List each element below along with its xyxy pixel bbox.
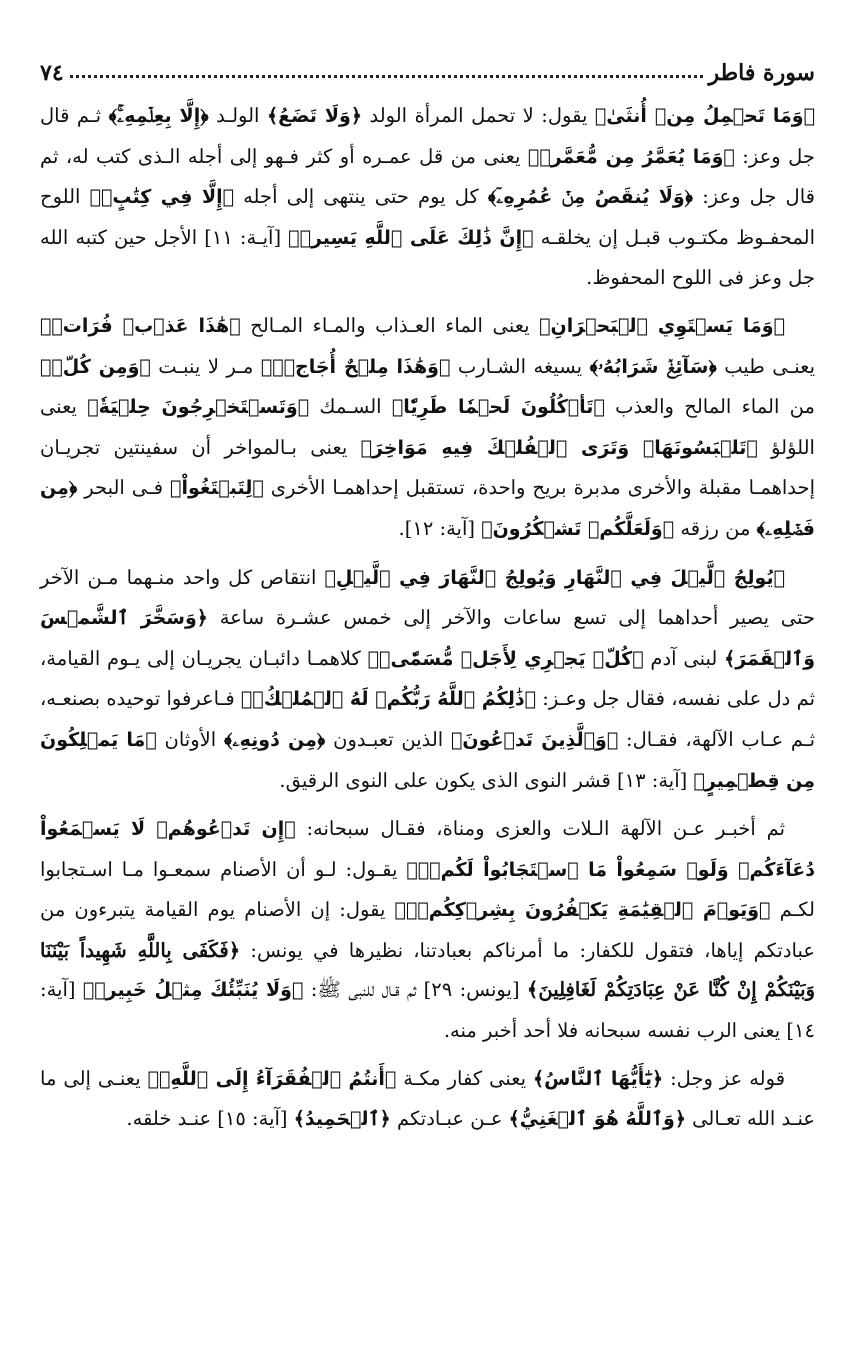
commentary-text: يعنى الماء العـذاب والمـاء المـالح xyxy=(240,313,540,337)
document-page xyxy=(40,48,815,1338)
commentary-text: قوله عز وجل: xyxy=(663,1066,786,1090)
header-dot-leader xyxy=(70,75,703,78)
commentary-text: يقول: إن الأصنام يوم القيامة يتبرءون من عبادتكم إياها، فتقول للكفار: ما أمرناكم بعبادتنا، نظيرها في يونس: xyxy=(40,898,815,962)
commentary-text: [آية: ١٣] قشر النوى الذى يكون على النوى الرقيق. xyxy=(279,768,694,792)
quran-verse: ﴿يَٰٓأَيُّهَا ٱلنَّاسُ﴾ xyxy=(533,1067,664,1090)
commentary-text: ثـم قال جل وعز: xyxy=(40,104,815,168)
paragraph xyxy=(40,1059,815,1140)
commentary-text: ثم أخبـر عـن الآلهة الـلات والعزى ومناة، فقـال سبحانه: xyxy=(295,817,785,841)
commentary-text: مـر لا ينبـت xyxy=(150,354,261,378)
quran-verse: ﴿وَيَوۡمَ ٱلۡقِيَٰمَةِ يَكۡفُرُونَ بِشِرۡكِكُمۡۚ﴾ xyxy=(394,899,771,922)
quran-verse: ﴿وَمَا تَحۡمِلُ مِنۡ أُنثَىٰ﴾ xyxy=(594,105,815,127)
commentary-text: من الماء المالح والعذب xyxy=(604,395,815,419)
paragraph xyxy=(40,306,815,550)
commentary-text: [آية: ١٥] عنـد خلقه. xyxy=(126,1107,294,1131)
quran-verse: ﴿ذَٰلِكُمُ ٱللَّهُ رَبُّكُمۡ لَهُ ٱلۡمُلۡكُۚ﴾ xyxy=(240,688,537,711)
paragraph xyxy=(40,96,815,298)
quran-verse: ﴿وَمِن كُلّٖ﴾ xyxy=(40,355,151,378)
commentary-text: الذين تعبـدون xyxy=(325,727,452,751)
quran-verse: ﴿إِلَّا بِعِلۡمِهِۦۚ﴾ xyxy=(108,105,209,127)
commentary-text: من رزقه xyxy=(674,516,757,540)
quran-verse: ﴿تَأۡكُلُونَ لَحۡمٗا طَرِيّٗا﴾ xyxy=(391,396,605,419)
quran-verse: ﴿وَهَٰذَا مِلۡحٌ أُجَاجٞۖ﴾ xyxy=(260,355,451,378)
quran-verse: ﴿لِتَبۡتَغُواْ﴾ xyxy=(170,477,264,500)
commentary-text: الولـد xyxy=(208,104,267,127)
commentary-text: [يونس: ٢٩] ثم قـال للنبى ﷺ: xyxy=(303,978,527,1002)
surah-title: سورة فاطر xyxy=(708,60,815,86)
commentary-text: يعنى كفار مكـة xyxy=(396,1066,534,1090)
quran-verse: ﴿أَنتُمُ ٱلۡفُقَرَآءُ إِلَى ٱللَّهِۖ﴾ xyxy=(147,1067,397,1090)
commentary-text: الأوثان xyxy=(156,727,224,751)
commentary-text: يعنـى طيب xyxy=(716,354,815,378)
quran-verse: ﴿وَمَا يُعَمَّرُ مِن مُّعَمَّرٖ﴾ xyxy=(527,145,735,168)
commentary-text: عـن عبـادتكم xyxy=(390,1107,509,1131)
quran-verse: ﴿وَٱللَّهُ هُوَ ٱلۡغَنِيُّ﴾ xyxy=(508,1108,686,1131)
page-header xyxy=(40,48,815,86)
quran-verse: ﴿ٱلۡحَمِيدُ﴾ xyxy=(293,1108,391,1131)
commentary-text: فـى البحر xyxy=(77,476,171,500)
quran-verse: ﴿وَلَا يُنَبِّئُكَ مِثۡلُ خَبِيرٖ﴾ xyxy=(82,979,304,1002)
quran-verse: ﴿تَلۡبَسُونَهَاۖ وَتَرَى ٱلۡفُلۡكَ فِيهِ مَوَاخِرَ﴾ xyxy=(360,436,758,459)
commentary-text: فـاعرفوا توحيده بصنعـه، ثـم عـاب الآلهة، فقـال: xyxy=(40,687,816,751)
quran-verse: ﴿كُلّٞ يَجۡرِي لِأَجَلٖ مُّسَمّٗىۚ﴾ xyxy=(367,647,644,670)
page-number: ٧٤ xyxy=(40,60,64,86)
paragraph xyxy=(40,558,815,802)
quran-verse: ﴿وَمَا يَسۡتَوِي ٱلۡبَحۡرَانِ﴾ xyxy=(539,314,785,337)
commentary-text: يعنى من قل عمـره أو كثر فـهو إلى أجله الـذى كتب له، ثم قال جل وعز: xyxy=(40,144,815,209)
quran-verse: ﴿يُولِجُ ٱلَّيۡلَ فِي ٱلنَّهَارِ وَيُولِجُ ٱلنَّهَارَ فِي ٱلَّيۡلِ﴾ xyxy=(324,566,785,589)
commentary-text: يعنى اللؤلؤ xyxy=(40,395,815,459)
quran-verse: ﴿وَلَا يُنقَصُ مِنۡ عُمُرِهِۦٓ﴾ xyxy=(487,186,694,209)
commentary-text: لبنى آدم xyxy=(643,646,725,670)
quran-verse: ﴿وَٱلَّذِينَ تَدۡعُونَ﴾ xyxy=(451,728,619,751)
commentary-text: يقـول: لـو أن الأصنام سمعـوا مـا اسـتجابوا لكـم xyxy=(40,857,815,922)
quran-verse: ﴿إِن تَدۡعُوهُمۡ لَا يَسۡمَعُواْ دُعَآءَكُمۡ وَلَوۡ سَمِعُواْ مَا ٱسۡتَجَابُواْ لَكُمۡۖ﴾ xyxy=(40,818,816,881)
quran-verse: ﴿مَا يَمۡلِكُونَ مِن قِطۡمِيرٍ﴾ xyxy=(40,728,815,792)
commentary-text: السـمك xyxy=(309,395,392,419)
commentary-text: [آية: ١٤] يعنى الرب نفسه سبحانه فلا أحد أخبر منه. xyxy=(40,978,815,1043)
quran-verse: ﴿وَلَعَلَّكُمۡ تَشۡكُرُونَ﴾ xyxy=(481,517,675,540)
quran-verse: ﴿سَآئِغٞ شَرَابُهُۥ﴾ xyxy=(589,355,717,378)
commentary-text: كلاهمـا دائبـان يجريـان إلى يـوم القيامة، ثم دل على نفسه، فقال جل وعـز: xyxy=(40,646,816,711)
commentary-text: يعنـى إلى ما عنـد الله تعـالى xyxy=(40,1066,815,1131)
cited-verse: ﴿فَكَفَى بِاللَّهِ شَهِيداً بَيْنَنَا وَبَيْنَكُمْ إِنْ كُنَّا عَنْ عِبَادَتِكُمْ لَغَافِلِينَ﴾ xyxy=(40,938,815,1002)
commentary-text: يسيغه الشـارب xyxy=(450,354,590,378)
commentary-text: [آيـة: ١١] الأجل حين كتبه الله جل وعز فى اللوح المحفوظ. xyxy=(40,225,815,290)
commentary-text: [آية: ١٢]. xyxy=(398,516,482,540)
quran-verse: ﴿هَٰذَا عَذۡبٞ فُرَاتٞ﴾ xyxy=(40,314,241,337)
quran-verse: ﴿إِنَّ ذَٰلِكَ عَلَى ٱللَّهِ يَسِيرٞ﴾ xyxy=(288,226,534,249)
commentary-text: اللوح المحفـوظ مكتـوب قبـل إن يخلقـه xyxy=(40,185,815,249)
quran-verse: ﴿وَتَسۡتَخۡرِجُونَ حِلۡيَةٗ﴾ xyxy=(87,396,310,419)
quran-verse: ﴿وَلَا تَضَعُ﴾ xyxy=(266,105,362,127)
commentary-text: يقول: لا تحمل المرأة الولد xyxy=(361,104,595,127)
commentary-text: كل يوم حتى ينتهى إلى أجله xyxy=(234,185,488,209)
quran-verse: ﴿إِلَّا فِي كِتَٰبٍۚ﴾ xyxy=(89,186,235,209)
paragraph xyxy=(40,809,815,1051)
quran-verse: ﴿وَسَخَّرَ ٱلشَّمۡسَ وَٱلۡقَمَرَ﴾ xyxy=(40,607,816,670)
page-body xyxy=(40,96,815,1140)
quran-verse: ﴿مِن دُونِهِۦ﴾ xyxy=(223,728,326,751)
commentary-text: يعنى بـالمواخر أن سفينتين تجريـان إحداهمـا مقبلة والأخرى مدبرة بريح واحدة، تستقبل إحداهمـا الأخرى xyxy=(40,435,815,500)
commentary-text: انتقاص كل واحد منـهما مـن الآخر حتى يصير أحداهما إلى تسع ساعات والآخر إلى خمس عشـرة ساعة xyxy=(40,565,815,630)
quran-verse: ﴿مِن فَضۡلِهِۦ﴾ xyxy=(40,477,815,540)
